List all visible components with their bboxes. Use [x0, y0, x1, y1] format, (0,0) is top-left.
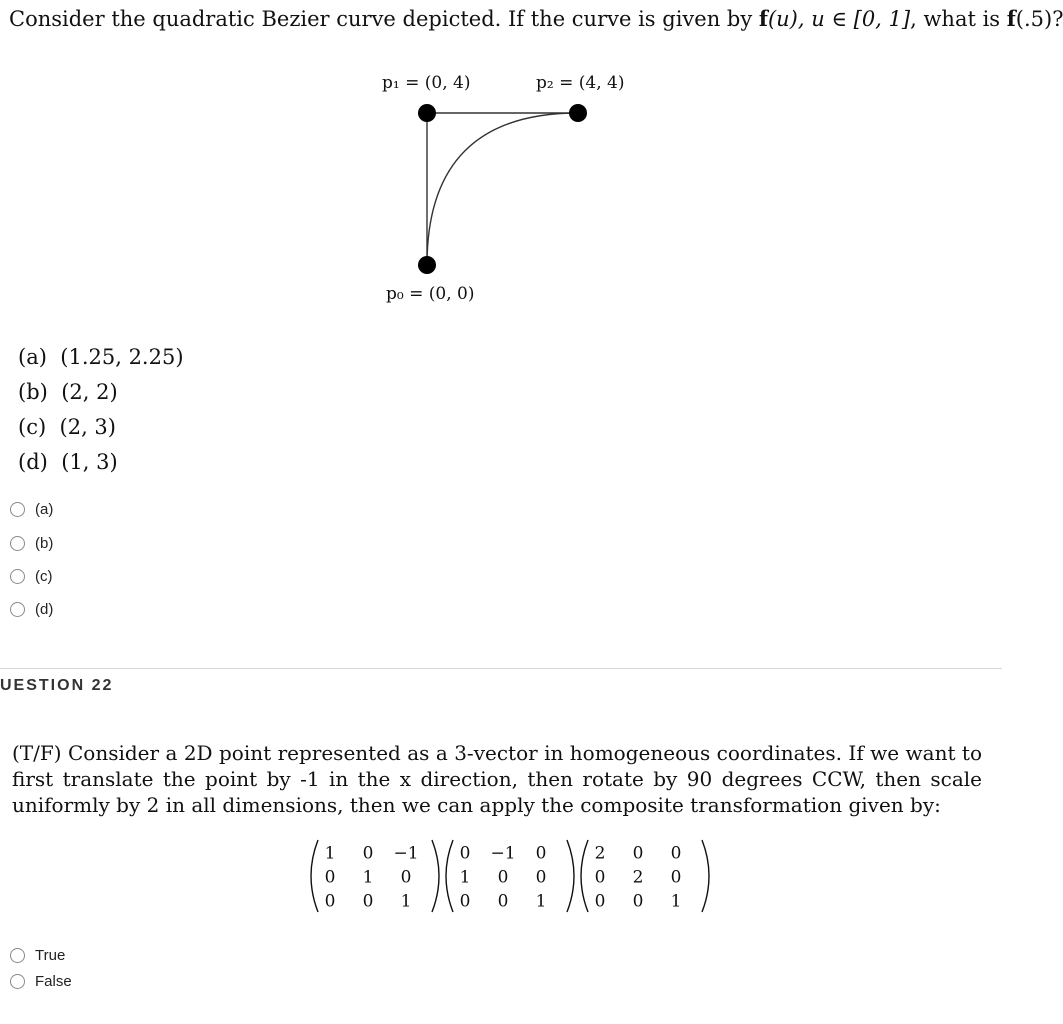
radio-option-false[interactable]: False [10, 971, 72, 991]
domain-text: u ∈ [0, 1] [811, 7, 911, 31]
matrix-cell: 0 [362, 891, 374, 912]
matrix-cell: 0 [632, 891, 644, 912]
matrix-cell: 1 [535, 891, 547, 912]
choice-b: (b) (2, 2) [18, 380, 118, 404]
question-22-text: (T/F) Consider a 2D point represented as a 3-vector in homogeneous coordinates. If we want to first translate the point by -1 in the x direction, then rotate by 90 degrees CCW, then scale uniformly by 2 in all dimensions, then we can apply the composite transformation given by: [12, 741, 982, 817]
choice-d: (d) (1, 3) [18, 450, 118, 474]
matrix-cell: 0 [535, 843, 547, 864]
point-p2 [569, 104, 587, 122]
matrix-left-paren [581, 840, 588, 912]
matrix-left-paren [311, 840, 318, 912]
query-function-symbol: f [1006, 6, 1016, 31]
matrix-product [300, 836, 700, 916]
p1-label: p₁ = (0, 4) [382, 73, 471, 93]
question-21-text-part2: , what is [910, 7, 1007, 31]
radio-button[interactable] [10, 569, 25, 584]
matrix-cell: 1 [362, 867, 374, 888]
radio-button[interactable] [10, 536, 25, 551]
question-22-header: UESTION 22 [0, 677, 114, 694]
matrix-left-paren [446, 840, 453, 912]
matrix-cell: 0 [497, 891, 509, 912]
radio-button[interactable] [10, 948, 25, 963]
p0-label: p₀ = (0, 0) [386, 284, 475, 304]
matrix-cell: 0 [535, 867, 547, 888]
p2-label: p₂ = (4, 4) [536, 73, 625, 93]
matrix-cell: 0 [324, 867, 336, 888]
matrix-cell: 0 [670, 843, 682, 864]
matrix-cell: 0 [594, 867, 606, 888]
question-divider [0, 668, 1002, 669]
matrix-cell: 0 [632, 843, 644, 864]
matrix-cell: 0 [459, 843, 471, 864]
matrix-cell: 0 [497, 867, 509, 888]
question-21-text-part1: Consider the quadratic Bezier curve depicted. If the curve is given by [9, 7, 759, 31]
matrix-cell: 1 [459, 867, 471, 888]
matrix-cell: 1 [324, 843, 336, 864]
point-p0 [418, 256, 436, 274]
choice-c: (c) (2, 3) [18, 415, 116, 439]
function-argument: (u), [767, 7, 812, 31]
point-p1 [418, 104, 436, 122]
bezier-curve [427, 113, 578, 265]
matrix-cell: 0 [324, 891, 336, 912]
matrix-cell: −1 [490, 843, 516, 864]
bezier-figure [360, 64, 660, 314]
radio-option-b[interactable]: (b) [10, 533, 53, 553]
function-symbol: f [758, 6, 768, 31]
radio-button[interactable] [10, 974, 25, 989]
radio-button[interactable] [10, 602, 25, 617]
query-argument: (.5)? [1015, 7, 1063, 31]
matrix-cell: 1 [670, 891, 682, 912]
choice-a: (a) (1.25, 2.25) [18, 345, 184, 369]
matrix-cell: 0 [594, 891, 606, 912]
matrix-cell: 0 [670, 867, 682, 888]
matrix-cell: 0 [362, 843, 374, 864]
matrix-right-paren [567, 840, 574, 912]
matrix-cell: 2 [594, 843, 606, 864]
matrix-cell: −1 [393, 843, 419, 864]
radio-option-d[interactable]: (d) [10, 599, 53, 619]
matrix-right-paren [702, 840, 709, 912]
matrix-cell: 2 [632, 867, 644, 888]
matrix-cell: 1 [400, 891, 412, 912]
choice-list [18, 340, 184, 480]
question-21-text [9, 6, 1063, 31]
matrix-cell: 0 [459, 891, 471, 912]
matrix-right-paren [432, 840, 439, 912]
matrix-cell: 0 [400, 867, 412, 888]
radio-button[interactable] [10, 502, 25, 517]
radio-option-c[interactable]: (c) [10, 566, 53, 586]
radio-option-a[interactable]: (a) [10, 499, 53, 519]
radio-option-true[interactable]: True [10, 945, 65, 965]
bezier-diagram [360, 64, 660, 314]
